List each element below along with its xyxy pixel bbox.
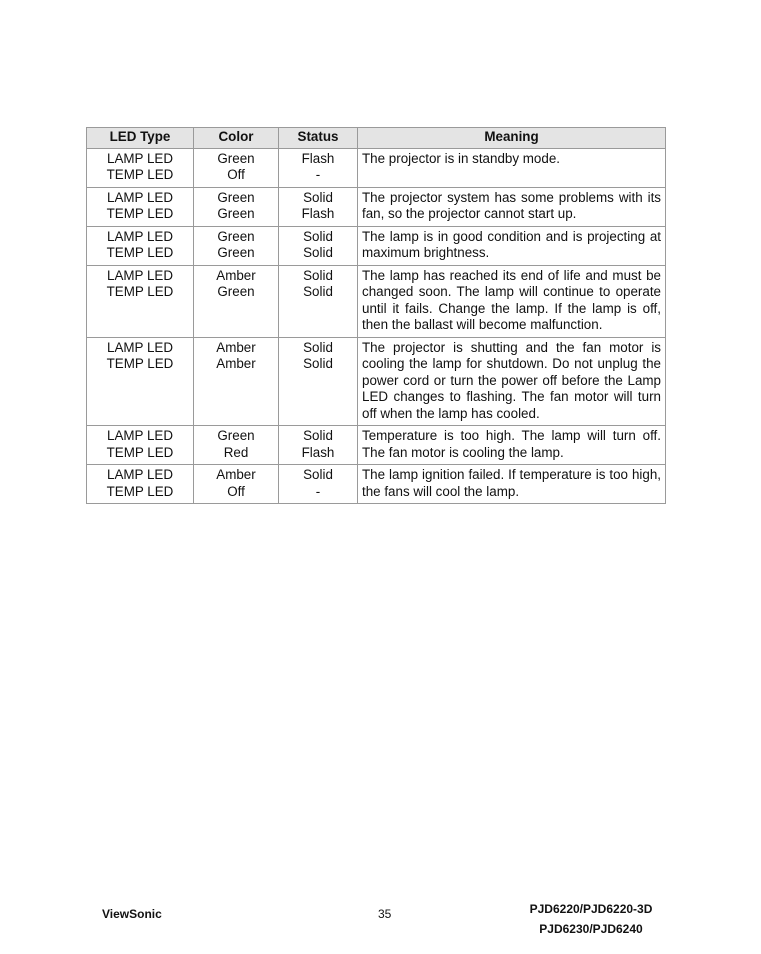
led-indicator-table: [86, 127, 666, 504]
led-type-line: LAMP LED: [107, 467, 173, 482]
color-line: Green: [217, 206, 255, 221]
status-line: Solid: [303, 428, 333, 443]
meaning-cell: Temperature is too high. The lamp will turn off. The fan motor is cooling the lamp.: [358, 426, 666, 465]
color-line: Green: [217, 245, 255, 260]
status-cell: [279, 148, 358, 187]
color-line: Off: [227, 483, 245, 499]
header-color: Color: [194, 128, 279, 149]
status-line: Solid: [303, 189, 333, 205]
table-row: [87, 148, 666, 187]
color-cell: [194, 187, 279, 226]
color-cell: [194, 226, 279, 265]
table-row: [87, 187, 666, 226]
led-type-cell: [87, 148, 194, 187]
led-type-line: TEMP LED: [106, 167, 174, 182]
header-led-type: LED Type: [87, 128, 194, 149]
status-line: Solid: [303, 228, 333, 244]
meaning-cell: The lamp is in good condition and is projecting at maximum brightness.: [358, 226, 666, 265]
footer-models: [521, 899, 661, 939]
status-line: Flash: [301, 444, 335, 460]
led-type-cell: [87, 426, 194, 465]
footer-models-line: PJD6220/PJD6220-3D: [529, 902, 653, 916]
color-line: Green: [217, 228, 255, 244]
footer-brand: ViewSonic: [102, 907, 162, 921]
page-number: 35: [378, 907, 392, 921]
status-line: Flash: [301, 150, 335, 166]
status-line: Solid: [303, 467, 333, 482]
color-line: Amber: [216, 267, 256, 283]
color-line: Off: [227, 167, 245, 182]
led-type-cell: [87, 187, 194, 226]
color-cell: [194, 265, 279, 337]
led-type-line: LAMP LED: [107, 267, 173, 283]
status-line: Flash: [301, 206, 335, 221]
led-type-cell: [87, 337, 194, 426]
led-type-line: TEMP LED: [106, 284, 174, 299]
status-cell: [279, 265, 358, 337]
table-row: [87, 265, 666, 337]
color-line: Green: [217, 284, 255, 299]
color-line: Amber: [216, 339, 256, 355]
meaning-cell: The lamp ignition failed. If temperature is too high, the fans will cool the lamp.: [358, 465, 666, 504]
status-line: Solid: [303, 284, 333, 299]
led-type-line: LAMP LED: [107, 189, 173, 205]
header-status: Status: [279, 128, 358, 149]
color-line: Amber: [216, 356, 256, 371]
status-line: Solid: [303, 356, 333, 371]
status-line: -: [315, 483, 321, 499]
status-cell: [279, 337, 358, 426]
status-line: -: [315, 167, 321, 182]
color-line: Red: [223, 444, 249, 460]
color-cell: [194, 337, 279, 426]
led-type-line: TEMP LED: [106, 356, 174, 371]
table-row: [87, 465, 666, 504]
color-line: Green: [217, 428, 255, 443]
led-type-cell: [87, 226, 194, 265]
status-cell: [279, 226, 358, 265]
status-line: Solid: [303, 267, 333, 283]
color-cell: [194, 426, 279, 465]
led-type-line: TEMP LED: [106, 444, 174, 460]
table-row: [87, 337, 666, 426]
status-line: Solid: [303, 339, 333, 355]
status-cell: [279, 426, 358, 465]
table-header-row: [87, 128, 666, 149]
led-type-cell: [87, 265, 194, 337]
table-row: [87, 426, 666, 465]
led-type-line: LAMP LED: [107, 428, 173, 443]
footer-models-line: PJD6230/PJD6240: [539, 922, 643, 936]
color-line: Green: [217, 189, 255, 205]
status-cell: [279, 465, 358, 504]
header-meaning: Meaning: [358, 128, 666, 149]
led-type-cell: [87, 465, 194, 504]
led-type-line: TEMP LED: [106, 245, 174, 260]
led-type-line: LAMP LED: [107, 228, 173, 244]
table-row: [87, 226, 666, 265]
meaning-cell: The projector system has some problems with its fan, so the projector cannot start up.: [358, 187, 666, 226]
led-type-line: TEMP LED: [106, 206, 174, 221]
status-cell: [279, 187, 358, 226]
meaning-cell: The projector is in standby mode.: [358, 148, 666, 187]
color-cell: [194, 148, 279, 187]
led-type-line: TEMP LED: [106, 483, 174, 499]
meaning-cell: The lamp has reached its end of life and must be changed soon. The lamp will continue to operate until it fails. Change the lamp. If the lamp is off, then the ballast will become malfunction.: [358, 265, 666, 337]
led-type-line: LAMP LED: [107, 150, 173, 166]
color-cell: [194, 465, 279, 504]
meaning-cell: The projector is shutting and the fan motor is cooling the lamp for shutdown. Do not unplug the power cord or turn the power off before the Lamp LED changes to flashing. The fan motor will turn off when the lamp has cooled.: [358, 337, 666, 426]
color-line: Amber: [216, 467, 256, 482]
status-line: Solid: [303, 245, 333, 260]
color-line: Green: [217, 150, 255, 166]
led-type-line: LAMP LED: [107, 339, 173, 355]
